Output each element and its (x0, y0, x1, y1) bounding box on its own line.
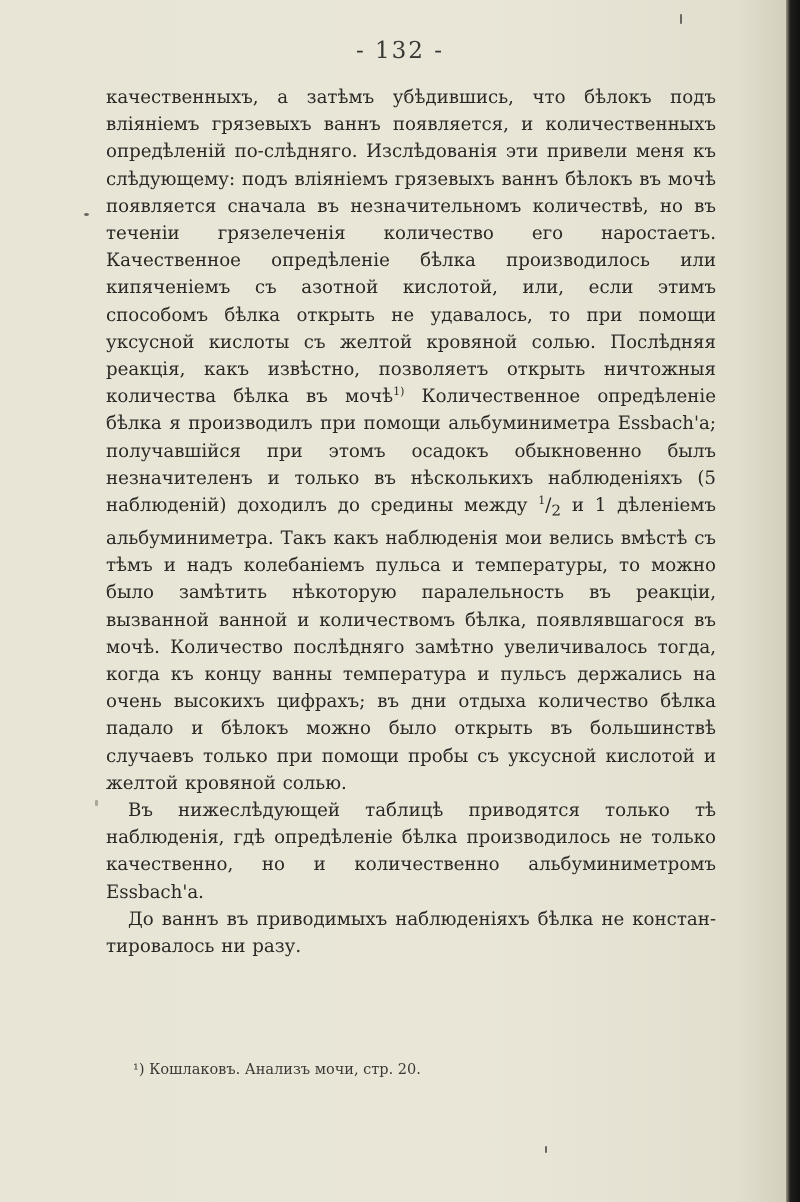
body-text (106, 84, 716, 960)
paper-speck (84, 213, 89, 216)
paragraph-1-text: качественныхъ, а затѣмъ убѣдившись, что бѣлокъ подъ вліяніемъ грязевыхъ ваннъ появляется, и количественныхъ опредѣленій по-слѣдняго. Изслѣдованія эти привели меня къ слѣдующему: подъ вліяніемъ грязевыхъ ваннъ бѣлокъ въ мочѣ появляется сначала въ незначительномъ количествѣ, но въ теченіи грязелеченія количество его наростаетъ. Качественное опредѣленіе бѣлка производилось или кипяченіемъ съ азотной кислотой, или, если этимъ способомъ бѣлка открыть не удавалось, то при помощи уксусной кислоты съ желтой кровяной солью. Послѣдняя реакція, какъ извѣстно, позволяетъ открыть ничтожныя количества бѣлка въ мочѣ (106, 87, 716, 408)
paper-speck (680, 14, 682, 24)
footnote (133, 1062, 421, 1078)
paper-speck (95, 800, 98, 806)
footnote-reference: 1) (393, 385, 405, 399)
paragraph-1-text-cont: Количественное опредѣленіе бѣлка я производилъ при помощи альбуминиметра Essbach'а; получавшійся при этомъ осадокъ обыкновенно былъ незначителенъ и только въ нѣсколькихъ наблюденіяхъ (5 наблюденій) доходилъ до средины между (106, 386, 716, 517)
fraction-numerator: 1 (538, 494, 546, 508)
fraction-denominator: 2 (551, 501, 562, 520)
paragraph-1-text-end: и 1 дѣленіемъ альбуминиметра. Такъ какъ наблюденія мои велись вмѣстѣ съ тѣмъ и надъ колебаніемъ пульса и температуры, то можно было замѣтить нѣкоторую паралельность въ реакціи, вызванной ванной и количествомъ бѣлка, появлявшагося въ мочѣ. Количество послѣдняго замѣтно увеличивалось тогда, когда къ концу ванны температура и пульсъ держались на очень высокихъ цифрахъ; въ дни отдыха количество бѣлка падало и бѣлокъ можно было открыть въ большинствѣ случаевъ только при помощи пробы съ уксусной кислотой и желтой кровяной солью. (106, 495, 716, 794)
paragraph-2: Въ нижеслѣдующей таблицѣ приводятся только тѣ наблюденія, гдѣ опредѣленіе бѣлка производилось не только качественно, но и количественно альбуминиметромъ Essbach'а. (106, 799, 716, 903)
footnote-marker: ¹) (133, 1062, 145, 1078)
footnote-text: Кошлаковъ. Анализъ мочи, стр. 20. (149, 1062, 421, 1078)
paper-speck (545, 1146, 547, 1153)
paragraph-3: До ваннъ въ приводимыхъ наблюденіяхъ бѣлка не констан-тировалось ни разу. (106, 908, 716, 957)
book-binding-edge (786, 0, 800, 1202)
paragraph-1: качественныхъ, а затѣмъ убѣдившись, что бѣлокъ подъ вліяніемъ грязевыхъ ваннъ появляется, и количественныхъ опредѣленій по-слѣдняго. Изслѣдованія эти привели меня къ слѣдующему: подъ вліяніемъ грязевыхъ ваннъ бѣлокъ въ мочѣ появляется сначала въ незначительномъ количествѣ, но въ теченіи грязелеченія количество его наростаетъ. Качественное опредѣленіе бѣлка производилось или кипяченіемъ съ азотной кислотой, или, если этимъ способомъ бѣлка открыть не удавалось, то при помощи уксусной кислоты съ желтой кровяной солью. Послѣдняя реакція, какъ извѣстно, позволяетъ открыть ничтожныя количества бѣлка въ мочѣ$^{1)}$ Количественное опредѣленіе бѣлка я производилъ при помощи альбуминиметра Essbach'а; получавшійся при этомъ осадокъ обыкновенно былъ незначителенъ и только въ нѣсколькихъ наблюденіяхъ (5 наблюденій) доходилъ до средины между $^1/_2$ и 1 дѣленіемъ альбуминиметра. Такъ какъ наблюденія мои велись вмѣстѣ съ тѣмъ и надъ колебаніемъ пульса и температуры, то можно было замѣтить нѣкоторую паралельность въ реакціи, вызванной ванной и количествомъ бѣлка, появлявшагося въ мочѣ. Количество послѣдняго замѣтно увеличивалось тогда, когда къ концу ванны температура и пульсъ держались на очень высокихъ цифрахъ; въ дни отдыха количество бѣлка падало и бѣлокъ можно было открыть въ большинствѣ случаевъ только при помощи пробы съ уксусной кислотой и желтой кровяной солью. (106, 87, 716, 794)
page-number: - 132 - (355, 38, 445, 64)
